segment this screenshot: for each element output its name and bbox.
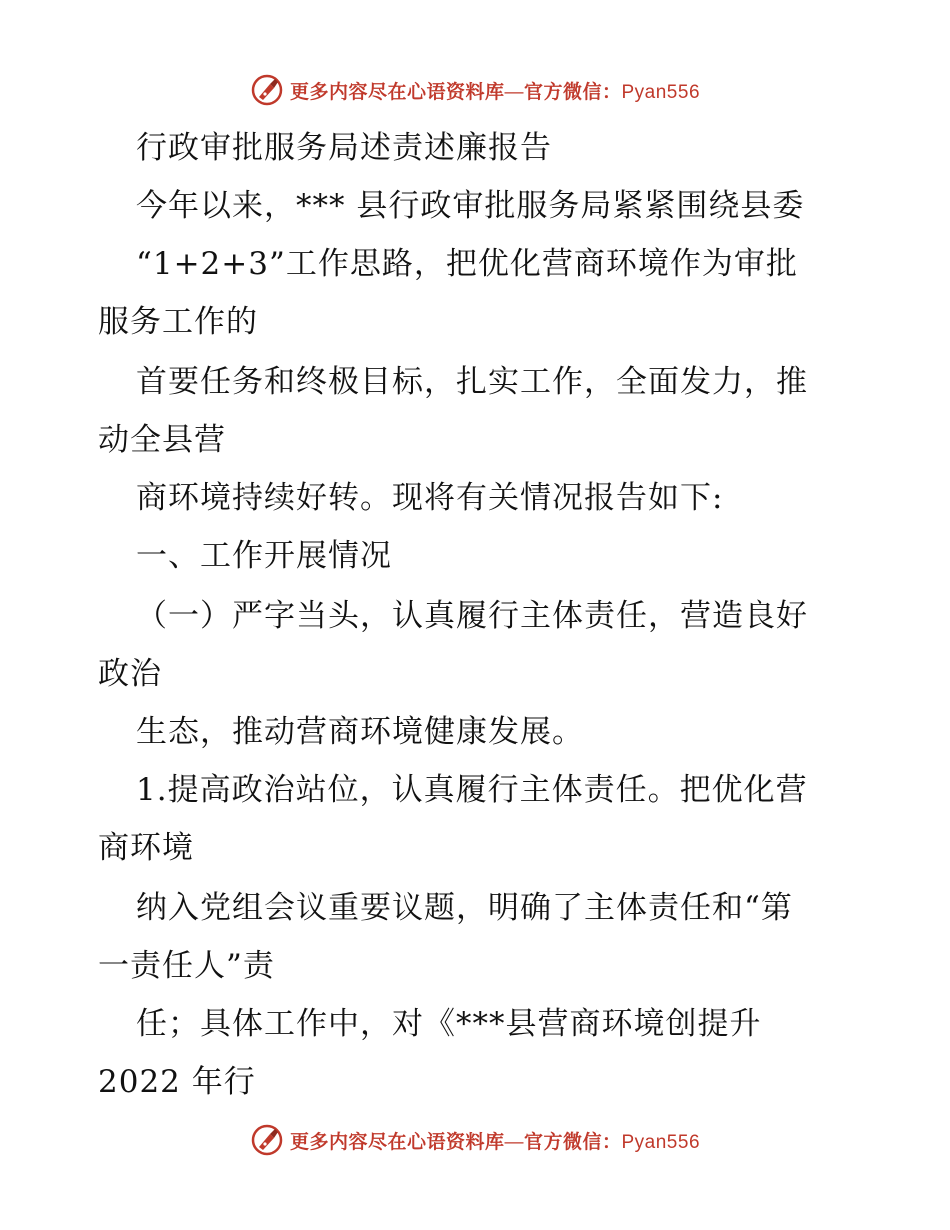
watermark-separator: — (504, 81, 524, 103)
watermark-suffix: 官方微信： (523, 81, 622, 103)
watermark-main: 更多内容尽在心语资料库 (289, 81, 505, 103)
document-title: 行政审批服务局述责述廉报告 (136, 130, 552, 166)
paragraph-line: 今年以来，*** 县行政审批服务局紧紧围绕县委 (136, 188, 805, 224)
pen-nib-icon (250, 73, 284, 107)
watermark-id: Pyan556 (621, 1131, 701, 1153)
paragraph-line: 动全县营 (98, 422, 226, 458)
paragraph-line: 政治 (98, 656, 162, 692)
watermark-separator: — (504, 1131, 524, 1153)
paragraph-line: 任；具体工作中，对《***县营商环境创提升 (136, 1006, 762, 1042)
pen-nib-icon (250, 1123, 284, 1157)
paragraph-line: 首要任务和终极目标，扎实工作，全面发力，推 (136, 364, 808, 400)
paragraph-line: 纳入党组会议重要议题，明确了主体责任和“第 (136, 890, 793, 926)
watermark-suffix: 官方微信： (523, 1131, 622, 1153)
numbered-item: 1.提高政治站位，认真履行主体责任。把优化营 (136, 772, 808, 808)
paragraph-line: 商环境 (98, 830, 194, 866)
watermark-text (290, 77, 700, 104)
paragraph-line: 2022 年行 (98, 1064, 256, 1100)
watermark-id: Pyan556 (621, 81, 701, 103)
paragraph-line: 生态，推动营商环境健康发展。 (136, 714, 584, 750)
paragraph-line: 服务工作的 (98, 304, 258, 340)
watermark-text (290, 1127, 700, 1154)
subsection-heading: （一）严字当头，认真履行主体责任，营造良好 (136, 598, 808, 634)
watermark-top (0, 70, 950, 110)
paragraph-line: 一责任人”责 (98, 948, 275, 984)
paragraph-line: 商环境持续好转。现将有关情况报告如下: (136, 480, 724, 516)
watermark-main: 更多内容尽在心语资料库 (289, 1131, 505, 1153)
watermark-bottom (0, 1120, 950, 1160)
section-heading: 一、工作开展情况 (136, 538, 392, 574)
paragraph-line: “1+2+3”工作思路，把优化营商环境作为审批 (136, 246, 798, 282)
